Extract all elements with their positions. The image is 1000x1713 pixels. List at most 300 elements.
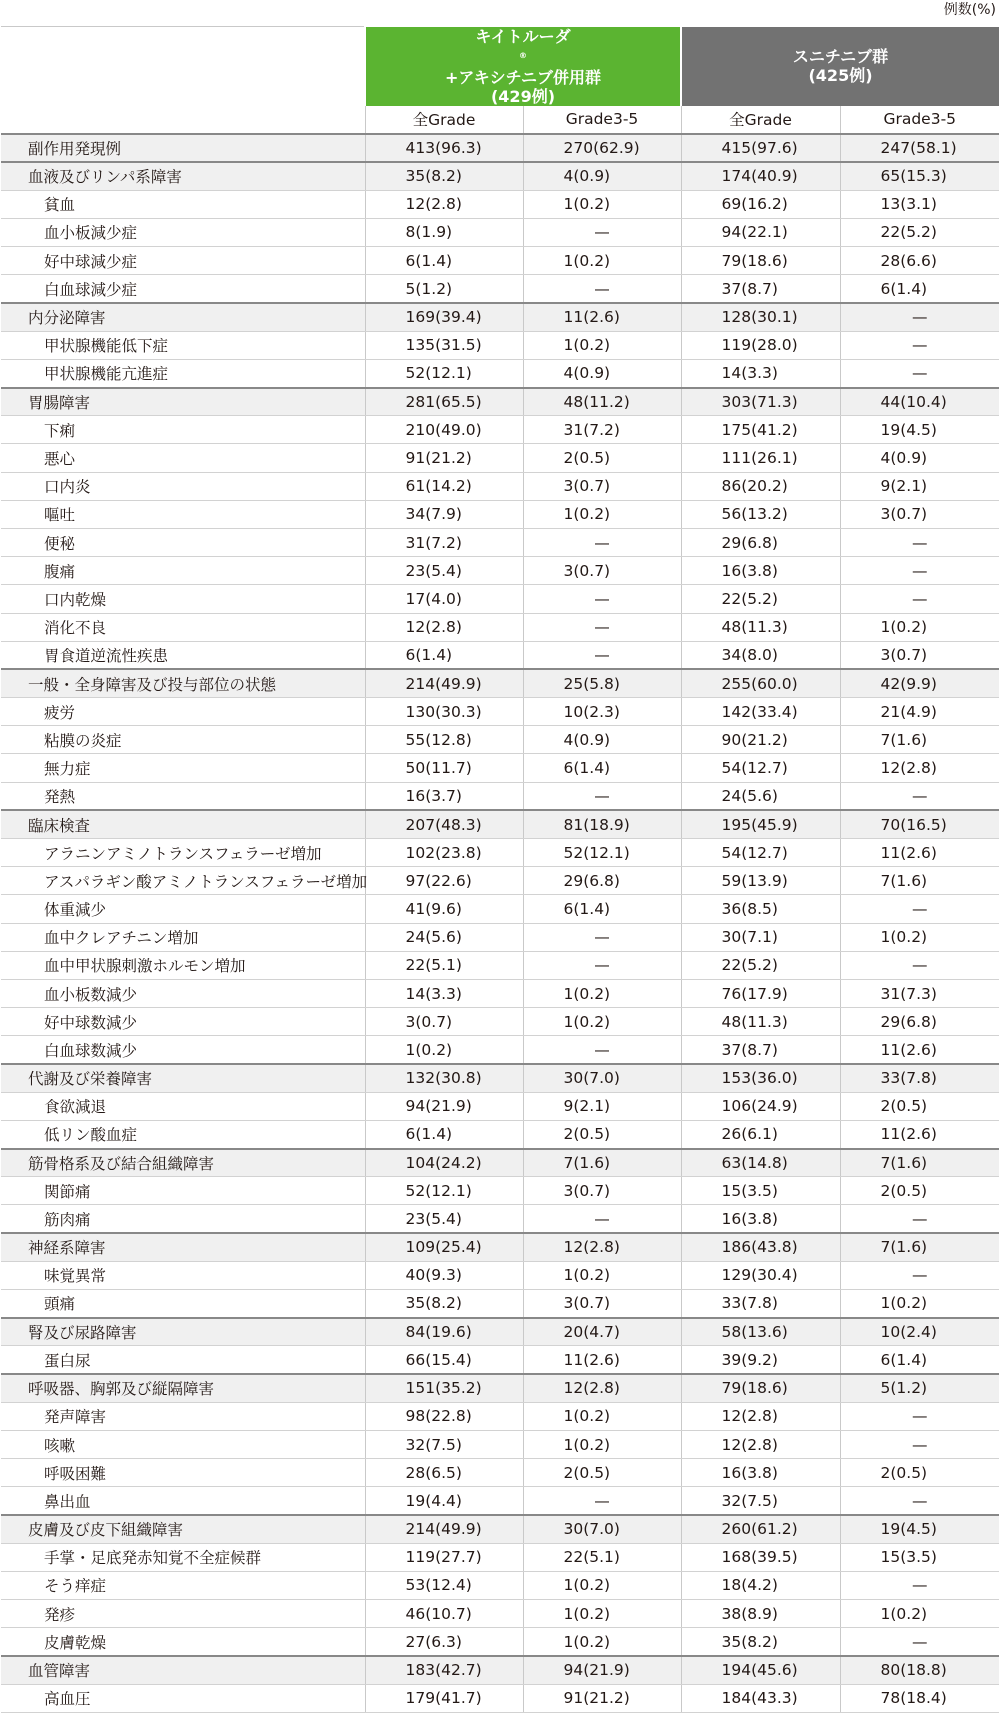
value-cell	[681, 444, 840, 472]
cell-value: 38(8.9)	[721, 1604, 778, 1623]
cell-value: 214(49.9)	[405, 674, 482, 693]
value-cell	[681, 613, 840, 641]
cell-value: 8(1.9)	[405, 223, 453, 242]
adverse-events-table	[1, 26, 999, 1713]
value-cell	[681, 1487, 840, 1515]
cell-value: —	[912, 561, 928, 580]
cell-value: 80(18.8)	[880, 1661, 947, 1680]
cell-value: 7(1.6)	[563, 1153, 611, 1172]
cell-value: 27(6.3)	[405, 1632, 462, 1651]
value-cell	[840, 331, 999, 359]
table-row	[1, 726, 999, 754]
cell-value: 111(26.1)	[721, 448, 798, 467]
cell-value: 32(7.5)	[721, 1491, 778, 1510]
value-cell	[840, 444, 999, 472]
cell-value: 207(48.3)	[405, 815, 482, 834]
table-row	[1, 1430, 999, 1458]
cell-value: 130(30.3)	[405, 702, 482, 721]
value-cell	[681, 388, 840, 416]
value-cell	[365, 782, 523, 810]
cell-value: 7(1.6)	[880, 871, 928, 890]
value-cell	[681, 303, 840, 331]
table-row	[1, 979, 999, 1007]
value-cell	[681, 416, 840, 444]
cell-value: 11(2.6)	[563, 1350, 620, 1369]
value-cell	[840, 218, 999, 246]
cell-value: 2(0.5)	[880, 1181, 928, 1200]
value-cell	[365, 134, 523, 162]
value-cell	[840, 472, 999, 500]
value-cell	[681, 1261, 840, 1289]
cell-value: —	[912, 1435, 928, 1454]
value-cell	[523, 1487, 681, 1515]
cell-value: 90(21.2)	[721, 730, 788, 749]
cell-value: —	[912, 1632, 928, 1651]
value-cell	[840, 303, 999, 331]
cell-value: 415(97.6)	[721, 138, 798, 157]
category-row	[1, 1374, 999, 1402]
event-name: 呼吸困難	[1, 1459, 365, 1487]
value-cell	[365, 1402, 523, 1430]
value-cell	[365, 331, 523, 359]
value-cell	[523, 416, 681, 444]
cell-value: 37(8.7)	[721, 1040, 778, 1059]
cell-value: 195(45.9)	[721, 815, 798, 834]
value-cell	[365, 895, 523, 923]
table-row	[1, 923, 999, 951]
value-cell	[365, 1515, 523, 1543]
value-cell	[840, 1036, 999, 1064]
value-cell	[523, 1402, 681, 1430]
cell-value: 3(0.7)	[563, 1294, 611, 1313]
value-cell	[365, 1290, 523, 1318]
cell-value: 31(7.2)	[405, 533, 462, 552]
value-cell	[523, 1430, 681, 1458]
category-name: 一般・全身障害及び投与部位の状態	[1, 669, 365, 697]
value-cell	[365, 1149, 523, 1177]
cell-value: 59(13.9)	[721, 871, 788, 890]
value-cell	[681, 1092, 840, 1120]
value-cell	[523, 1120, 681, 1148]
value-cell	[365, 1374, 523, 1402]
event-name: 無力症	[1, 754, 365, 782]
value-cell	[523, 669, 681, 697]
table-row	[1, 1487, 999, 1515]
value-cell	[681, 1600, 840, 1628]
cell-value: 11(2.6)	[563, 308, 620, 327]
cell-value: —	[594, 1491, 610, 1510]
value-cell	[365, 698, 523, 726]
table-row	[1, 472, 999, 500]
cell-value: 91(21.2)	[563, 1689, 630, 1708]
cell-value: —	[594, 279, 610, 298]
cell-value: 214(49.9)	[405, 1520, 482, 1539]
cell-value: 281(65.5)	[405, 392, 482, 411]
cell-value: 7(1.6)	[880, 1238, 928, 1257]
cell-value: 3(0.7)	[563, 1181, 611, 1200]
category-name: 副作用発現例	[1, 134, 365, 162]
cell-value: —	[594, 1040, 610, 1059]
cell-value: 3(0.7)	[880, 505, 928, 524]
cell-value: 22(5.1)	[405, 956, 462, 975]
value-cell	[840, 1177, 999, 1205]
event-name: 咳嗽	[1, 1430, 365, 1458]
table-row	[1, 1120, 999, 1148]
cell-value: —	[594, 928, 610, 947]
cell-value: 79(18.6)	[721, 1379, 788, 1398]
value-cell	[523, 1346, 681, 1374]
table-row	[1, 1177, 999, 1205]
cell-value: —	[594, 223, 610, 242]
cell-value: 1(0.2)	[563, 984, 611, 1003]
value-cell	[523, 585, 681, 613]
cell-value: 151(35.2)	[405, 1379, 482, 1398]
category-name: 内分泌障害	[1, 303, 365, 331]
cell-value: 6(1.4)	[563, 759, 611, 778]
value-cell	[523, 1008, 681, 1036]
value-cell	[523, 1177, 681, 1205]
cell-value: 153(36.0)	[721, 1069, 798, 1088]
cell-value: 22(5.2)	[721, 589, 778, 608]
event-name: 蛋白尿	[1, 1346, 365, 1374]
cell-value: 23(5.4)	[405, 1209, 462, 1228]
cell-value: —	[594, 589, 610, 608]
value-cell	[681, 275, 840, 303]
cell-value: 30(7.1)	[721, 928, 778, 947]
table-row	[1, 1346, 999, 1374]
cell-value: 78(18.4)	[880, 1689, 947, 1708]
value-cell	[681, 669, 840, 697]
value-cell	[365, 839, 523, 867]
value-cell	[840, 1374, 999, 1402]
value-cell	[840, 1205, 999, 1233]
value-cell	[365, 613, 523, 641]
cell-value: 119(27.7)	[405, 1548, 482, 1567]
cell-value: 58(13.6)	[721, 1323, 788, 1342]
value-cell	[523, 162, 681, 190]
value-cell	[681, 528, 840, 556]
value-cell	[681, 839, 840, 867]
value-cell	[365, 1459, 523, 1487]
group-header-combination	[365, 27, 681, 106]
value-cell	[523, 782, 681, 810]
value-cell	[681, 641, 840, 669]
value-cell	[681, 1233, 840, 1261]
event-name: そう痒症	[1, 1571, 365, 1599]
value-cell	[523, 1571, 681, 1599]
value-cell	[681, 1149, 840, 1177]
table-row	[1, 1205, 999, 1233]
value-cell	[365, 416, 523, 444]
cell-value: 3(0.7)	[563, 561, 611, 580]
table-body	[1, 134, 999, 1713]
value-cell	[681, 1120, 840, 1148]
cell-value: 4(0.9)	[563, 730, 611, 749]
cell-value: 15(3.5)	[721, 1181, 778, 1200]
value-cell	[840, 669, 999, 697]
table-row	[1, 754, 999, 782]
cell-value: 35(8.2)	[405, 167, 462, 186]
cell-value: 30(7.0)	[563, 1069, 620, 1088]
table-row	[1, 1008, 999, 1036]
cell-value: —	[912, 589, 928, 608]
cell-value: —	[912, 336, 928, 355]
cell-value: 11(2.6)	[880, 1040, 937, 1059]
cell-value: 6(1.4)	[405, 1125, 453, 1144]
group-title-keytruda: キイトルーダ	[475, 26, 571, 46]
event-name: 胃食道逆流性疾患	[1, 641, 365, 669]
cell-value: 2(0.5)	[563, 1125, 611, 1144]
value-cell	[523, 1600, 681, 1628]
group-count-combination: (429例)	[490, 86, 556, 106]
event-name: 血小板数減少	[1, 979, 365, 1007]
value-cell	[681, 134, 840, 162]
event-name: 鼻出血	[1, 1487, 365, 1515]
value-cell	[681, 1402, 840, 1430]
table-row	[1, 1261, 999, 1289]
cell-value: 14(3.3)	[405, 984, 462, 1003]
value-cell	[365, 1233, 523, 1261]
value-cell	[840, 134, 999, 162]
cell-value: 55(12.8)	[405, 730, 472, 749]
cell-value: 54(12.7)	[721, 843, 788, 862]
category-name: 腎及び尿路障害	[1, 1318, 365, 1346]
cell-value: 30(7.0)	[563, 1520, 620, 1539]
value-cell	[523, 444, 681, 472]
cell-value: 179(41.7)	[405, 1689, 482, 1708]
group-count-sunitinib: (425例)	[808, 66, 873, 86]
value-cell	[840, 388, 999, 416]
unit-label: 例数(%)	[943, 2, 996, 18]
table-row	[1, 444, 999, 472]
value-cell	[840, 839, 999, 867]
value-cell	[840, 190, 999, 218]
cell-value: 86(20.2)	[721, 477, 788, 496]
cell-value: 35(8.2)	[721, 1632, 778, 1651]
table-row	[1, 557, 999, 585]
table-row	[1, 218, 999, 246]
cell-value: 2(0.5)	[880, 1097, 928, 1116]
cell-value: 94(21.9)	[563, 1661, 630, 1680]
event-name: 悪心	[1, 444, 365, 472]
event-name: 口内乾燥	[1, 585, 365, 613]
value-cell	[681, 1430, 840, 1458]
value-cell	[681, 1459, 840, 1487]
value-cell	[681, 1684, 840, 1712]
value-cell	[523, 1261, 681, 1289]
cell-value: 56(13.2)	[721, 505, 788, 524]
cell-value: 36(8.5)	[721, 899, 778, 918]
value-cell	[365, 726, 523, 754]
cell-value: 135(31.5)	[405, 336, 482, 355]
value-cell	[840, 1318, 999, 1346]
cell-value: 33(7.8)	[721, 1294, 778, 1313]
cell-value: 12(2.8)	[405, 195, 462, 214]
cell-value: 270(62.9)	[563, 138, 640, 157]
cell-value: 34(7.9)	[405, 505, 462, 524]
value-cell	[365, 641, 523, 669]
table-row	[1, 1459, 999, 1487]
cell-value: 1(0.2)	[563, 195, 611, 214]
table-row	[1, 359, 999, 387]
value-cell	[840, 528, 999, 556]
value-cell	[681, 754, 840, 782]
cell-value: 12(2.8)	[563, 1238, 620, 1257]
value-cell	[365, 1036, 523, 1064]
table-row	[1, 782, 999, 810]
cell-value: 142(33.4)	[721, 702, 798, 721]
table-row	[1, 1290, 999, 1318]
cell-value: 16(3.8)	[721, 561, 778, 580]
value-cell	[840, 359, 999, 387]
value-cell	[840, 1459, 999, 1487]
value-cell	[523, 1459, 681, 1487]
cell-value: 13(3.1)	[880, 195, 937, 214]
cell-value: 54(12.7)	[721, 759, 788, 778]
cell-value: 63(14.8)	[721, 1153, 788, 1172]
table-row	[1, 528, 999, 556]
value-cell	[523, 1318, 681, 1346]
value-cell	[681, 698, 840, 726]
cell-value: 10(2.3)	[563, 702, 620, 721]
value-cell	[523, 726, 681, 754]
value-cell	[681, 162, 840, 190]
category-row	[1, 388, 999, 416]
category-row	[1, 1318, 999, 1346]
value-cell	[681, 1318, 840, 1346]
value-cell	[840, 923, 999, 951]
cell-value: 128(30.1)	[721, 308, 798, 327]
event-name: 低リン酸血症	[1, 1120, 365, 1148]
cell-value: 6(1.4)	[563, 899, 611, 918]
table-row	[1, 416, 999, 444]
value-cell	[523, 1515, 681, 1543]
category-row	[1, 162, 999, 190]
value-cell	[681, 1571, 840, 1599]
table-row	[1, 275, 999, 303]
value-cell	[681, 1543, 840, 1571]
cell-value: 1(0.2)	[563, 251, 611, 270]
category-row	[1, 669, 999, 697]
cell-value: 6(1.4)	[880, 1350, 928, 1369]
value-cell	[365, 867, 523, 895]
registered-mark: ®	[519, 50, 527, 60]
cell-value: 1(0.2)	[563, 1266, 611, 1285]
cell-value: 1(0.2)	[880, 1604, 928, 1623]
value-cell	[840, 1515, 999, 1543]
value-cell	[365, 923, 523, 951]
value-cell	[840, 1092, 999, 1120]
value-cell	[523, 359, 681, 387]
cell-value: 174(40.9)	[721, 167, 798, 186]
value-cell	[840, 1120, 999, 1148]
value-cell	[681, 782, 840, 810]
table-row	[1, 1092, 999, 1120]
event-name: 筋肉痛	[1, 1205, 365, 1233]
value-cell	[365, 1177, 523, 1205]
cell-value: 168(39.5)	[721, 1548, 798, 1567]
event-name: 好中球減少症	[1, 247, 365, 275]
cell-value: 48(11.3)	[721, 618, 788, 637]
table-row	[1, 1543, 999, 1571]
value-cell	[523, 528, 681, 556]
value-cell	[681, 1374, 840, 1402]
value-cell	[681, 190, 840, 218]
value-cell	[681, 895, 840, 923]
category-name: 皮膚及び皮下組織障害	[1, 1515, 365, 1543]
category-name: 臨床検査	[1, 810, 365, 838]
value-cell	[681, 979, 840, 1007]
value-cell	[523, 923, 681, 951]
cell-value: 22(5.1)	[563, 1548, 620, 1567]
value-cell	[681, 1346, 840, 1374]
event-name: 粘膜の炎症	[1, 726, 365, 754]
event-name: 嘔吐	[1, 500, 365, 528]
value-cell	[523, 698, 681, 726]
event-name: 食欲減退	[1, 1092, 365, 1120]
cell-value: 98(22.8)	[405, 1407, 472, 1426]
value-cell	[523, 951, 681, 979]
value-cell	[681, 1656, 840, 1684]
cell-value: 1(0.2)	[563, 1576, 611, 1595]
value-cell	[365, 1346, 523, 1374]
value-cell	[523, 1092, 681, 1120]
value-cell	[840, 1149, 999, 1177]
table-row	[1, 1571, 999, 1599]
value-cell	[365, 218, 523, 246]
table-row	[1, 1036, 999, 1064]
value-cell	[840, 1430, 999, 1458]
value-cell	[365, 500, 523, 528]
cell-value: 5(1.2)	[405, 279, 453, 298]
cell-value: 31(7.2)	[563, 420, 620, 439]
cell-value: 3(0.7)	[563, 477, 611, 496]
cell-value: —	[594, 533, 610, 552]
cell-value: 48(11.3)	[721, 1012, 788, 1031]
event-name: 白血球減少症	[1, 275, 365, 303]
table-row	[1, 247, 999, 275]
value-cell	[681, 1177, 840, 1205]
value-cell	[523, 979, 681, 1007]
cell-value: 20(4.7)	[563, 1323, 620, 1342]
cell-value: 1(0.2)	[880, 618, 928, 637]
cell-value: 41(9.6)	[405, 899, 462, 918]
value-cell	[365, 1628, 523, 1656]
value-cell	[681, 218, 840, 246]
cell-value: 76(17.9)	[721, 984, 788, 1003]
cell-value: 1(0.2)	[563, 1435, 611, 1454]
value-cell	[365, 1008, 523, 1036]
value-cell	[681, 923, 840, 951]
value-cell	[681, 1064, 840, 1092]
value-cell	[840, 951, 999, 979]
value-cell	[365, 1487, 523, 1515]
cell-value: 12(2.8)	[721, 1435, 778, 1454]
value-cell	[681, 500, 840, 528]
cell-value: 19(4.5)	[880, 420, 937, 439]
table-row	[1, 867, 999, 895]
value-cell	[365, 1064, 523, 1092]
event-name: 血中クレアチニン増加	[1, 923, 365, 951]
cell-value: 5(1.2)	[880, 1379, 928, 1398]
value-cell	[681, 1515, 840, 1543]
value-cell	[840, 895, 999, 923]
value-cell	[840, 162, 999, 190]
value-cell	[523, 1628, 681, 1656]
group-header-sunitinib	[681, 27, 999, 106]
value-cell	[523, 275, 681, 303]
cell-value: 66(15.4)	[405, 1350, 472, 1369]
